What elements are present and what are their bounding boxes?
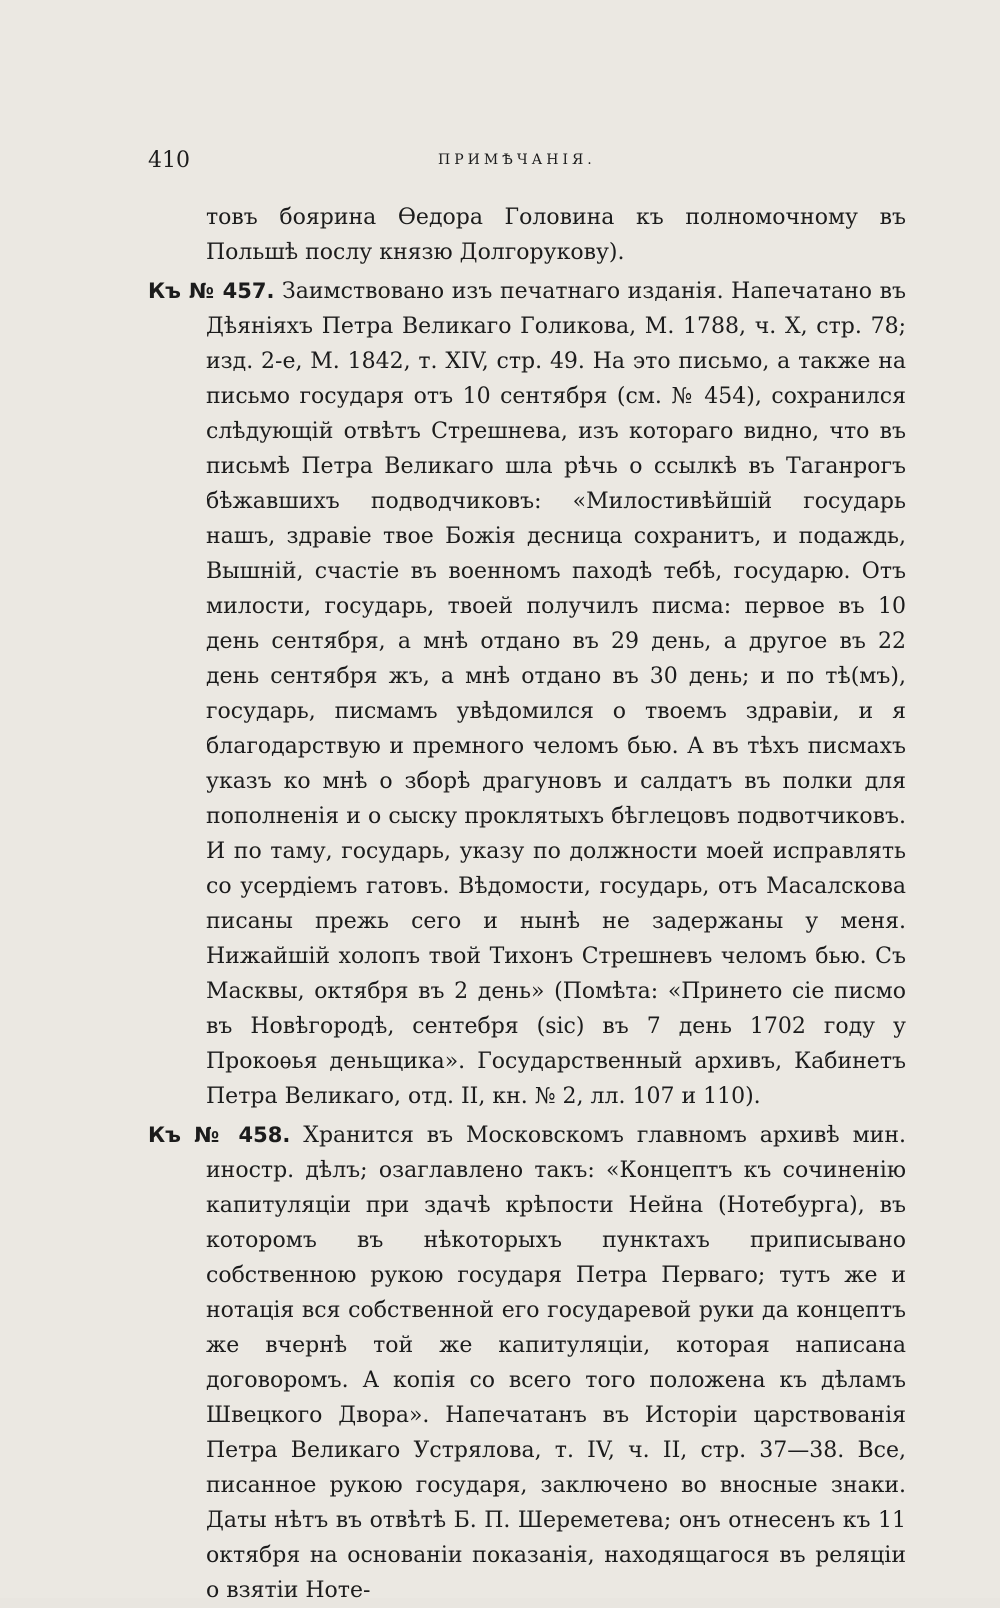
page-number: 410 [148,148,190,173]
running-title: ПРИМѢЧАНІЯ. [438,152,596,168]
entry-label: Къ № 458. [148,1123,291,1147]
entry-text: Хранится въ Московскомъ главномъ архивѣ мин. иностр. дѣлъ; озаглавлено такъ: «Концептъ къ сочиненію капитуляціи при здачѣ крѣпости Нейна (Нотебурга), въ которомъ въ нѣкоторыхъ пунктахъ приписывано собственною рукою государя Петра Перваго; тутъ же и нотація вся собственной его государевой руки да концептъ же вчернѣ той же капитуляціи, которая написана договоромъ. А копія со всего того положена къ дѣламъ Швецкого Двора». Напечатанъ въ Исторіи царствованія Петра Великаго Устрялова, т. IV, ч. II, стр. 37—38. Все, писанное рукою государя, заключено во вносные знаки. Даты нѣтъ въ отвѣтѣ Б. П. Шереметева; онъ отнесенъ къ 11 октября на основаніи показанія, находящагося въ реляціи о взятіи Ноте- [206,1123,906,1603]
notes-body [148,200,906,1608]
note-entry-457 [148,274,906,1114]
continuation-paragraph: товъ боярина Ѳедора Головина къ полномочному въ Польшѣ послу князю Долгорукову). [206,205,906,265]
page-header [148,148,848,178]
entry-text: Заимствовано изъ печатнаго изданія. Напечатано въ Дѣяніяхъ Петра Великаго Голикова, М. 1788, ч. X, стр. 78; изд. 2-е, М. 1842, т. XIV, стр. 49. На это письмо, а также на письмо государя отъ 10 сентября (см. № 454), сохранился слѣдующій отвѣтъ Стрешнева, изъ котораго видно, что въ письмѣ Петра Великаго шла рѣчь о ссылкѣ въ Таганрогъ бѣжавшихъ подводчиковъ: «Милостивѣйшій государь нашъ, здравіе твое Божія десница сохранитъ, и подаждь, Вышній, счастіе въ военномъ паходѣ тебѣ, государю. Отъ милости, государь, твоей получилъ писма: первое въ 10 день сентября, а мнѣ отдано въ 29 день, а другое въ 22 день сентября жъ, а мнѣ отдано въ 30 день; и по тѣ(мъ), государь, писмамъ увѣдомился о твоемъ здравіи, и я благодарствую и премного челомъ бью. А въ тѣхъ писмахъ указъ ко мнѣ о зборѣ драгуновъ и салдатъ въ полки для пополненія и о сыску проклятыхъ бѣглецовъ подвотчиковъ. И по таму, государь, указу по должности моей исправлять со усердіемъ гатовъ. Вѣдомости, государь, отъ Масалскова писаны прежь сего и нынѣ не задержаны у меня. Нижайшій холопъ твой Тихонъ Стрешневъ челомъ бью. Съ Масквы, октября въ 2 день» (Помѣта: «Принето сіе писмо въ Новѣгородѣ, сентебря (sic) въ 7 день 1702 году у Прокоѳья деньщика». Государственный архивъ, Кабинетъ Петра Великаго, отд. II, кн. № 2, лл. 107 и 110). [206,279,906,1109]
note-entry-458 [148,1118,906,1608]
entry-label: Къ № 457. [148,279,275,303]
